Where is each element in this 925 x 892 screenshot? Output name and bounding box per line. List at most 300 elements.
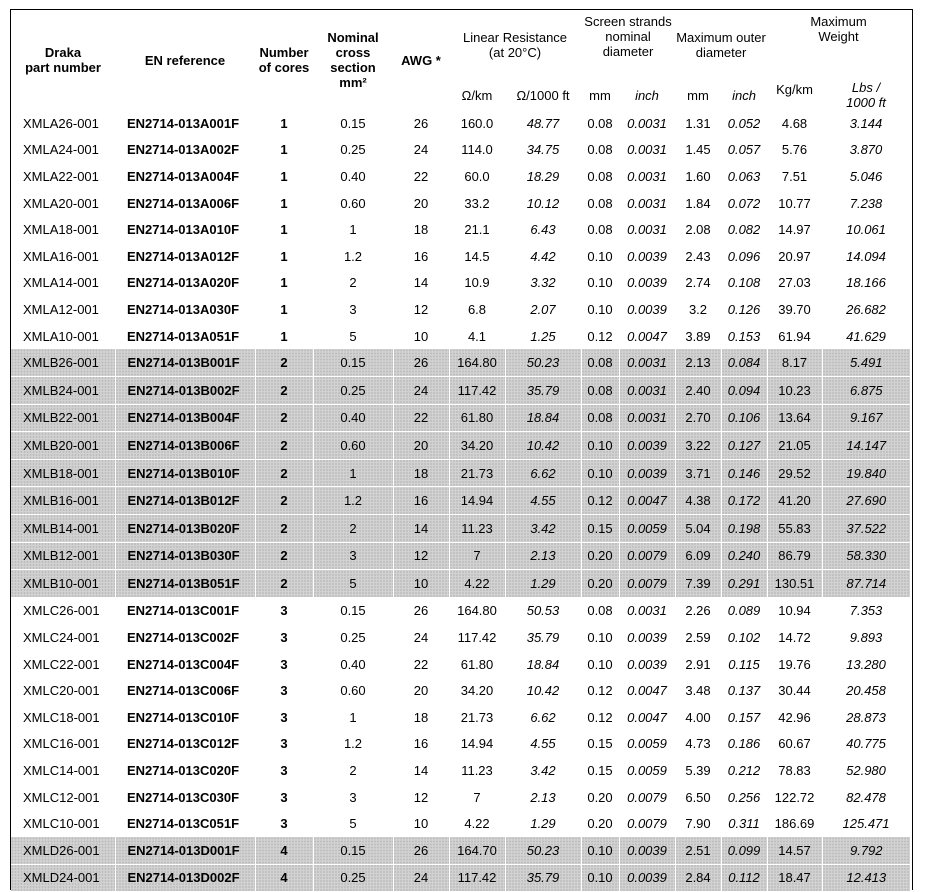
weight-kg-km-cell: 7.51 xyxy=(781,168,808,184)
outer-diameter-inch-cell: 0.137 xyxy=(727,683,761,699)
unit-kg-km: Kg/km xyxy=(776,82,813,97)
table-row xyxy=(11,163,910,190)
outer-diameter-mm-cell: 1.84 xyxy=(685,195,711,211)
resistance-ohm-1000ft-cell: 48.77 xyxy=(526,115,560,131)
cross-section-cell: 0.40 xyxy=(340,656,366,672)
weight-lbs-1000ft-cell: 14.094 xyxy=(846,248,886,264)
strand-inch-cell: 0.0079 xyxy=(627,816,667,832)
outer-diameter-mm-cell: 3.48 xyxy=(685,683,711,699)
resistance-ohm-km-cell: 10.9 xyxy=(464,275,490,291)
cores-cell: 1 xyxy=(280,222,288,238)
resistance-ohm-1000ft-cell: 18.29 xyxy=(526,168,560,184)
cores-cell: 2 xyxy=(255,376,313,404)
awg-cell: 26 xyxy=(413,603,429,619)
strand-mm-cell: 0.08 xyxy=(587,222,613,238)
en-reference-cell: EN2714-013B006F xyxy=(115,432,255,460)
awg-cell: 24 xyxy=(393,376,449,404)
outer-diameter-mm-cell: 4.38 xyxy=(675,487,721,515)
unit-od-inch: inch xyxy=(732,87,756,103)
resistance-ohm-km-cell: 61.80 xyxy=(460,656,494,672)
strand-mm-cell: 0.10 xyxy=(587,656,613,672)
resistance-ohm-km-cell: 34.20 xyxy=(449,432,505,460)
weight-kg-km-cell: 13.64 xyxy=(767,404,822,432)
strand-inch-cell: 0.0039 xyxy=(619,459,675,487)
strand-inch-cell: 0.0039 xyxy=(619,864,675,892)
strand-inch-cell: 0.0047 xyxy=(619,487,675,515)
outer-diameter-mm-cell: 4.73 xyxy=(685,736,711,752)
weight-kg-km-cell: 186.69 xyxy=(774,816,815,832)
weight-lbs-1000ft-cell: 19.840 xyxy=(822,459,910,487)
resistance-ohm-km-cell: 164.80 xyxy=(457,603,497,619)
table-row xyxy=(11,810,910,837)
table-row xyxy=(11,597,910,624)
part-number-cell: XMLA12-001 xyxy=(23,301,99,317)
cross-section-cell: 0.25 xyxy=(313,864,393,892)
outer-diameter-inch-cell: 0.153 xyxy=(727,328,761,344)
strand-inch-cell: 0.0039 xyxy=(619,432,675,460)
outer-diameter-inch-cell: 0.096 xyxy=(727,248,761,264)
weight-kg-km-cell: 19.76 xyxy=(778,656,811,672)
awg-cell: 14 xyxy=(393,514,449,542)
cross-section-cell: 0.15 xyxy=(313,837,393,864)
part-number-cell: XMLA24-001 xyxy=(23,142,99,158)
weight-kg-km-cell: 78.83 xyxy=(778,763,811,779)
en-reference-cell: EN2714-013A030F xyxy=(127,301,240,317)
weight-lbs-1000ft-cell: 27.690 xyxy=(822,487,910,515)
outer-diameter-inch-cell: 0.291 xyxy=(721,570,767,598)
outer-diameter-inch-cell: 0.172 xyxy=(721,487,767,515)
outer-diameter-mm-cell: 2.74 xyxy=(685,275,711,291)
table-body xyxy=(11,110,910,892)
awg-cell: 18 xyxy=(413,222,429,238)
cores-cell: 1 xyxy=(280,301,288,317)
strand-inch-cell: 0.0039 xyxy=(627,275,667,291)
weight-lbs-1000ft-cell: 87.714 xyxy=(822,570,910,598)
table-row xyxy=(11,677,910,704)
cross-section-cell: 3 xyxy=(349,789,357,805)
strand-mm-cell: 0.08 xyxy=(587,603,613,619)
strand-inch-cell: 0.0079 xyxy=(619,570,675,598)
awg-cell: 20 xyxy=(413,195,429,211)
cross-section-cell: 2 xyxy=(349,763,357,779)
cores-cell: 1 xyxy=(280,275,288,291)
part-number-cell: XMLD24-001 xyxy=(11,864,115,892)
table-row xyxy=(11,296,910,323)
cross-section-cell: 1.2 xyxy=(313,487,393,515)
weight-lbs-1000ft-cell: 40.775 xyxy=(846,736,886,752)
resistance-ohm-km-cell: 7 xyxy=(449,542,505,570)
resistance-ohm-1000ft-cell: 3.42 xyxy=(530,763,556,779)
strand-inch-cell: 0.0031 xyxy=(627,115,667,131)
weight-kg-km-cell: 18.47 xyxy=(767,864,822,892)
outer-diameter-inch-cell: 0.052 xyxy=(727,115,761,131)
outer-diameter-mm-cell: 3.89 xyxy=(685,328,711,344)
weight-lbs-1000ft-cell: 12.413 xyxy=(822,864,910,892)
part-number-cell: XMLC10-001 xyxy=(23,816,100,832)
en-reference-cell: EN2714-013C030F xyxy=(127,789,240,805)
outer-diameter-inch-cell: 0.084 xyxy=(721,349,767,376)
outer-diameter-inch-cell: 0.106 xyxy=(721,404,767,432)
resistance-ohm-1000ft-cell: 4.55 xyxy=(530,736,556,752)
strand-mm-cell: 0.10 xyxy=(581,864,619,892)
header-part-number: Draka part number xyxy=(25,45,101,75)
resistance-ohm-km-cell: 21.73 xyxy=(460,709,494,725)
part-number-cell: XMLC18-001 xyxy=(23,709,100,725)
cores-cell: 2 xyxy=(255,459,313,487)
part-number-cell: XMLA26-001 xyxy=(23,115,99,131)
outer-diameter-inch-cell: 0.115 xyxy=(728,656,760,672)
strand-inch-cell: 0.0059 xyxy=(619,514,675,542)
strand-mm-cell: 0.15 xyxy=(587,736,613,752)
cores-cell: 3 xyxy=(280,736,288,752)
strand-inch-cell: 0.0031 xyxy=(627,142,667,158)
strand-inch-cell: 0.0047 xyxy=(627,683,667,699)
cores-cell: 3 xyxy=(280,683,288,699)
cores-cell: 3 xyxy=(280,816,288,832)
resistance-ohm-km-cell: 33.2 xyxy=(464,195,490,211)
table-row xyxy=(11,731,910,758)
cross-section-cell: 0.15 xyxy=(340,115,366,131)
header-awg: AWG * xyxy=(401,52,441,68)
weight-lbs-1000ft-cell: 3.870 xyxy=(849,142,883,158)
resistance-ohm-1000ft-cell: 35.79 xyxy=(505,864,581,892)
cores-cell: 1 xyxy=(280,248,288,264)
resistance-ohm-km-cell: 14.94 xyxy=(460,736,494,752)
strand-mm-cell: 0.08 xyxy=(587,115,613,131)
outer-diameter-mm-cell: 5.39 xyxy=(685,763,711,779)
table-row xyxy=(11,349,910,376)
weight-kg-km-cell: 86.79 xyxy=(767,542,822,570)
en-reference-cell: EN2714-013C002F xyxy=(127,630,240,646)
strand-inch-cell: 0.0079 xyxy=(619,542,675,570)
strand-inch-cell: 0.0059 xyxy=(627,763,667,779)
strand-inch-cell: 0.0031 xyxy=(627,603,667,619)
strand-inch-cell: 0.0079 xyxy=(627,789,667,805)
outer-diameter-inch-cell: 0.082 xyxy=(727,222,761,238)
part-number-cell: XMLA22-001 xyxy=(23,168,99,184)
header-nominal-cross-section: Nominal cross section mm² xyxy=(327,30,379,90)
strand-mm-cell: 0.20 xyxy=(581,542,619,570)
outer-diameter-mm-cell: 1.31 xyxy=(685,115,711,131)
resistance-ohm-km-cell: 14.94 xyxy=(449,487,505,515)
outer-diameter-inch-cell: 0.108 xyxy=(727,275,761,291)
en-reference-cell: EN2714-013C004F xyxy=(127,656,240,672)
part-number-cell: XMLA18-001 xyxy=(23,222,99,238)
table-row xyxy=(11,243,910,270)
en-reference-cell: EN2714-013B012F xyxy=(115,487,255,515)
strand-mm-cell: 0.10 xyxy=(581,837,619,864)
weight-kg-km-cell: 27.03 xyxy=(778,275,811,291)
weight-lbs-1000ft-cell: 37.522 xyxy=(822,514,910,542)
strand-inch-cell: 0.0059 xyxy=(627,736,667,752)
awg-cell: 10 xyxy=(413,328,429,344)
outer-diameter-mm-cell: 5.04 xyxy=(675,514,721,542)
strand-mm-cell: 0.08 xyxy=(587,195,613,211)
part-number-cell: XMLB18-001 xyxy=(11,459,115,487)
en-reference-cell: EN2714-013C020F xyxy=(127,763,240,779)
weight-lbs-1000ft-cell: 28.873 xyxy=(846,709,886,725)
awg-cell: 10 xyxy=(413,816,429,832)
part-number-cell: XMLB22-001 xyxy=(11,404,115,432)
outer-diameter-mm-cell: 6.50 xyxy=(685,789,711,805)
weight-kg-km-cell: 42.96 xyxy=(778,709,811,725)
cores-cell: 3 xyxy=(280,789,288,805)
weight-lbs-1000ft-cell: 7.238 xyxy=(849,195,883,211)
outer-diameter-inch-cell: 0.212 xyxy=(727,763,761,779)
table-row xyxy=(11,651,910,678)
weight-lbs-1000ft-cell: 58.330 xyxy=(822,542,910,570)
resistance-ohm-km-cell: 21.1 xyxy=(464,222,490,238)
awg-cell: 16 xyxy=(393,487,449,515)
strand-mm-cell: 0.12 xyxy=(587,328,613,344)
header-max-weight: Maximum Weight xyxy=(810,14,867,44)
en-reference-cell: EN2714-013A020F xyxy=(127,275,240,291)
strand-inch-cell: 0.0031 xyxy=(627,195,667,211)
awg-cell: 12 xyxy=(413,301,429,317)
cross-section-cell: 0.40 xyxy=(313,404,393,432)
cross-section-cell: 3 xyxy=(349,301,357,317)
table-row xyxy=(11,784,910,811)
cross-section-cell: 0.60 xyxy=(340,683,366,699)
strand-mm-cell: 0.08 xyxy=(581,376,619,404)
cross-section-cell: 1.2 xyxy=(343,248,363,264)
strand-mm-cell: 0.20 xyxy=(587,816,613,832)
resistance-ohm-1000ft-cell: 6.62 xyxy=(530,709,556,725)
en-reference-cell: EN2714-013B010F xyxy=(115,459,255,487)
weight-lbs-1000ft-cell: 13.280 xyxy=(846,656,886,672)
part-number-cell: XMLB26-001 xyxy=(11,349,115,376)
part-number-cell: XMLA16-001 xyxy=(23,248,99,264)
weight-kg-km-cell: 14.57 xyxy=(767,837,822,864)
strand-inch-cell: 0.0031 xyxy=(627,222,667,238)
resistance-ohm-1000ft-cell: 3.32 xyxy=(530,275,556,291)
cores-cell: 3 xyxy=(280,709,288,725)
weight-kg-km-cell: 14.72 xyxy=(778,630,811,646)
resistance-ohm-1000ft-cell: 3.42 xyxy=(505,514,581,542)
resistance-ohm-km-cell: 117.42 xyxy=(449,864,505,892)
resistance-ohm-km-cell: 11.23 xyxy=(461,763,493,779)
table-row xyxy=(11,837,910,864)
outer-diameter-mm-cell: 2.70 xyxy=(675,404,721,432)
table-row xyxy=(11,514,910,542)
weight-kg-km-cell: 10.23 xyxy=(767,376,822,404)
weight-kg-km-cell: 61.94 xyxy=(778,328,811,344)
cross-section-cell: 0.25 xyxy=(340,630,366,646)
outer-diameter-inch-cell: 0.089 xyxy=(727,603,761,619)
cores-cell: 1 xyxy=(280,328,288,344)
resistance-ohm-km-cell: 164.70 xyxy=(449,837,505,864)
unit-lbs-1000ft: Lbs / 1000 ft xyxy=(846,80,886,110)
part-number-cell: XMLA10-001 xyxy=(23,328,99,344)
cores-cell: 4 xyxy=(255,864,313,892)
part-number-cell: XMLB24-001 xyxy=(11,376,115,404)
weight-lbs-1000ft-cell: 7.353 xyxy=(849,603,883,619)
weight-lbs-1000ft-cell: 20.458 xyxy=(846,683,886,699)
en-reference-cell: EN2714-013B030F xyxy=(115,542,255,570)
cross-section-cell: 1.2 xyxy=(343,736,363,752)
en-reference-cell: EN2714-013A006F xyxy=(127,195,240,211)
table-row xyxy=(11,110,910,137)
table-row xyxy=(11,323,910,350)
part-number-cell: XMLC12-001 xyxy=(23,789,100,805)
table-row xyxy=(11,190,910,217)
resistance-ohm-km-cell: 14.5 xyxy=(464,248,490,264)
resistance-ohm-1000ft-cell: 35.79 xyxy=(505,376,581,404)
outer-diameter-inch-cell: 0.198 xyxy=(721,514,767,542)
resistance-ohm-1000ft-cell: 50.23 xyxy=(505,349,581,376)
outer-diameter-inch-cell: 0.112 xyxy=(721,864,767,892)
resistance-ohm-km-cell: 4.22 xyxy=(449,570,505,598)
resistance-ohm-1000ft-cell: 6.43 xyxy=(530,222,556,238)
weight-lbs-1000ft-cell: 9.792 xyxy=(822,837,910,864)
part-number-cell: XMLB10-001 xyxy=(11,570,115,598)
resistance-ohm-1000ft-cell: 35.79 xyxy=(526,630,560,646)
weight-kg-km-cell: 20.97 xyxy=(778,248,811,264)
cross-section-cell: 0.60 xyxy=(340,195,366,211)
awg-cell: 12 xyxy=(393,542,449,570)
strand-mm-cell: 0.10 xyxy=(581,459,619,487)
resistance-ohm-km-cell: 61.80 xyxy=(449,404,505,432)
weight-lbs-1000ft-cell: 9.167 xyxy=(822,404,910,432)
outer-diameter-inch-cell: 0.157 xyxy=(727,709,761,725)
strand-mm-cell: 0.08 xyxy=(581,349,619,376)
resistance-ohm-km-cell: 114.0 xyxy=(461,142,493,158)
strand-inch-cell: 0.0031 xyxy=(619,376,675,404)
header-en-reference: EN reference xyxy=(144,52,226,68)
strand-mm-cell: 0.08 xyxy=(587,142,613,158)
resistance-ohm-km-cell: 34.20 xyxy=(460,683,494,699)
strand-inch-cell: 0.0039 xyxy=(627,248,667,264)
resistance-ohm-km-cell: 160.0 xyxy=(460,115,494,131)
outer-diameter-mm-cell: 1.45 xyxy=(685,142,711,158)
resistance-ohm-km-cell: 6.8 xyxy=(467,301,487,317)
awg-cell: 18 xyxy=(413,709,429,725)
resistance-ohm-1000ft-cell: 50.53 xyxy=(526,603,560,619)
table-row xyxy=(11,216,910,243)
weight-kg-km-cell: 60.67 xyxy=(778,736,811,752)
awg-cell: 16 xyxy=(413,736,429,752)
en-reference-cell: EN2714-013C051F xyxy=(127,816,240,832)
cores-cell: 3 xyxy=(280,763,288,779)
weight-lbs-1000ft-cell: 6.875 xyxy=(822,376,910,404)
header-max-outer-diameter: Maximum outer diameter xyxy=(676,30,766,60)
weight-kg-km-cell: 4.68 xyxy=(781,115,808,131)
resistance-ohm-1000ft-cell: 2.13 xyxy=(505,542,581,570)
weight-lbs-1000ft-cell: 5.491 xyxy=(822,349,910,376)
awg-cell: 26 xyxy=(393,837,449,864)
resistance-ohm-1000ft-cell: 10.42 xyxy=(505,432,581,460)
weight-lbs-1000ft-cell: 10.061 xyxy=(846,222,886,238)
cores-cell: 2 xyxy=(255,542,313,570)
header-number-of-cores: Number of cores xyxy=(258,45,310,75)
en-reference-cell: EN2714-013D002F xyxy=(115,864,255,892)
awg-cell: 24 xyxy=(413,142,429,158)
part-number-cell: XMLC26-001 xyxy=(23,603,100,619)
outer-diameter-inch-cell: 0.311 xyxy=(728,816,760,832)
part-number-cell: XMLC22-001 xyxy=(23,656,100,672)
awg-cell: 12 xyxy=(413,789,429,805)
part-number-cell: XMLC24-001 xyxy=(23,630,100,646)
outer-diameter-mm-cell: 3.2 xyxy=(688,301,708,317)
cross-section-cell: 0.25 xyxy=(340,142,366,158)
cross-section-cell: 0.40 xyxy=(340,168,366,184)
en-reference-cell: EN2714-013B002F xyxy=(115,376,255,404)
resistance-ohm-km-cell: 117.42 xyxy=(457,630,497,646)
table-row xyxy=(11,270,910,297)
strand-mm-cell: 0.20 xyxy=(587,789,613,805)
en-reference-cell: EN2714-013B001F xyxy=(115,349,255,376)
part-number-cell: XMLB12-001 xyxy=(11,542,115,570)
cores-cell: 2 xyxy=(255,349,313,376)
strand-inch-cell: 0.0031 xyxy=(619,404,675,432)
weight-kg-km-cell: 55.83 xyxy=(767,514,822,542)
header-screen-strands: Screen strands nominal diameter xyxy=(584,14,672,59)
resistance-ohm-km-cell: 21.73 xyxy=(449,459,505,487)
header-linear-resistance: Linear Resistance (at 20°C) xyxy=(462,30,568,60)
resistance-ohm-1000ft-cell: 4.42 xyxy=(530,248,556,264)
en-reference-cell: EN2714-013B051F xyxy=(115,570,255,598)
weight-lbs-1000ft-cell: 5.046 xyxy=(849,168,883,184)
cross-section-cell: 2 xyxy=(313,514,393,542)
weight-kg-km-cell: 122.72 xyxy=(774,789,815,805)
weight-lbs-1000ft-cell: 52.980 xyxy=(846,763,886,779)
strand-mm-cell: 0.10 xyxy=(587,630,613,646)
cores-cell: 4 xyxy=(255,837,313,864)
resistance-ohm-km-cell: 60.0 xyxy=(464,168,490,184)
strand-mm-cell: 0.20 xyxy=(581,570,619,598)
cross-section-cell: 0.15 xyxy=(313,349,393,376)
table-row xyxy=(11,542,910,570)
resistance-ohm-km-cell: 4.22 xyxy=(464,816,490,832)
part-number-cell: XMLA14-001 xyxy=(23,275,99,291)
unit-strand-inch: inch xyxy=(635,87,659,103)
outer-diameter-inch-cell: 0.099 xyxy=(721,837,767,864)
cross-section-cell: 5 xyxy=(313,570,393,598)
weight-kg-km-cell: 5.76 xyxy=(781,142,808,158)
outer-diameter-inch-cell: 0.146 xyxy=(721,459,767,487)
resistance-ohm-km-cell: 11.23 xyxy=(449,514,505,542)
weight-kg-km-cell: 39.70 xyxy=(778,301,811,317)
awg-cell: 24 xyxy=(393,864,449,892)
outer-diameter-inch-cell: 0.072 xyxy=(727,195,761,211)
outer-diameter-mm-cell: 4.00 xyxy=(685,709,711,725)
unit-strand-mm: mm xyxy=(589,87,611,103)
outer-diameter-inch-cell: 0.186 xyxy=(727,736,761,752)
part-number-cell: XMLB16-001 xyxy=(11,487,115,515)
awg-cell: 20 xyxy=(393,432,449,460)
weight-kg-km-cell: 21.05 xyxy=(767,432,822,460)
resistance-ohm-1000ft-cell: 2.13 xyxy=(530,789,556,805)
resistance-ohm-1000ft-cell: 10.12 xyxy=(526,195,560,211)
resistance-ohm-1000ft-cell: 50.23 xyxy=(505,837,581,864)
en-reference-cell: EN2714-013A051F xyxy=(127,328,240,344)
strand-inch-cell: 0.0047 xyxy=(627,328,667,344)
en-reference-cell: EN2714-013A010F xyxy=(127,222,240,238)
weight-kg-km-cell: 10.77 xyxy=(778,195,811,211)
strand-mm-cell: 0.10 xyxy=(581,432,619,460)
weight-lbs-1000ft-cell: 125.471 xyxy=(842,816,890,832)
outer-diameter-mm-cell: 2.59 xyxy=(685,630,711,646)
table-row xyxy=(11,432,910,460)
strand-inch-cell: 0.0039 xyxy=(627,301,667,317)
outer-diameter-inch-cell: 0.063 xyxy=(727,168,761,184)
resistance-ohm-1000ft-cell: 4.55 xyxy=(505,487,581,515)
awg-cell: 18 xyxy=(393,459,449,487)
en-reference-cell: EN2714-013A004F xyxy=(127,168,240,184)
outer-diameter-mm-cell: 2.91 xyxy=(685,656,711,672)
outer-diameter-mm-cell: 7.39 xyxy=(675,570,721,598)
cross-section-cell: 0.15 xyxy=(340,603,366,619)
